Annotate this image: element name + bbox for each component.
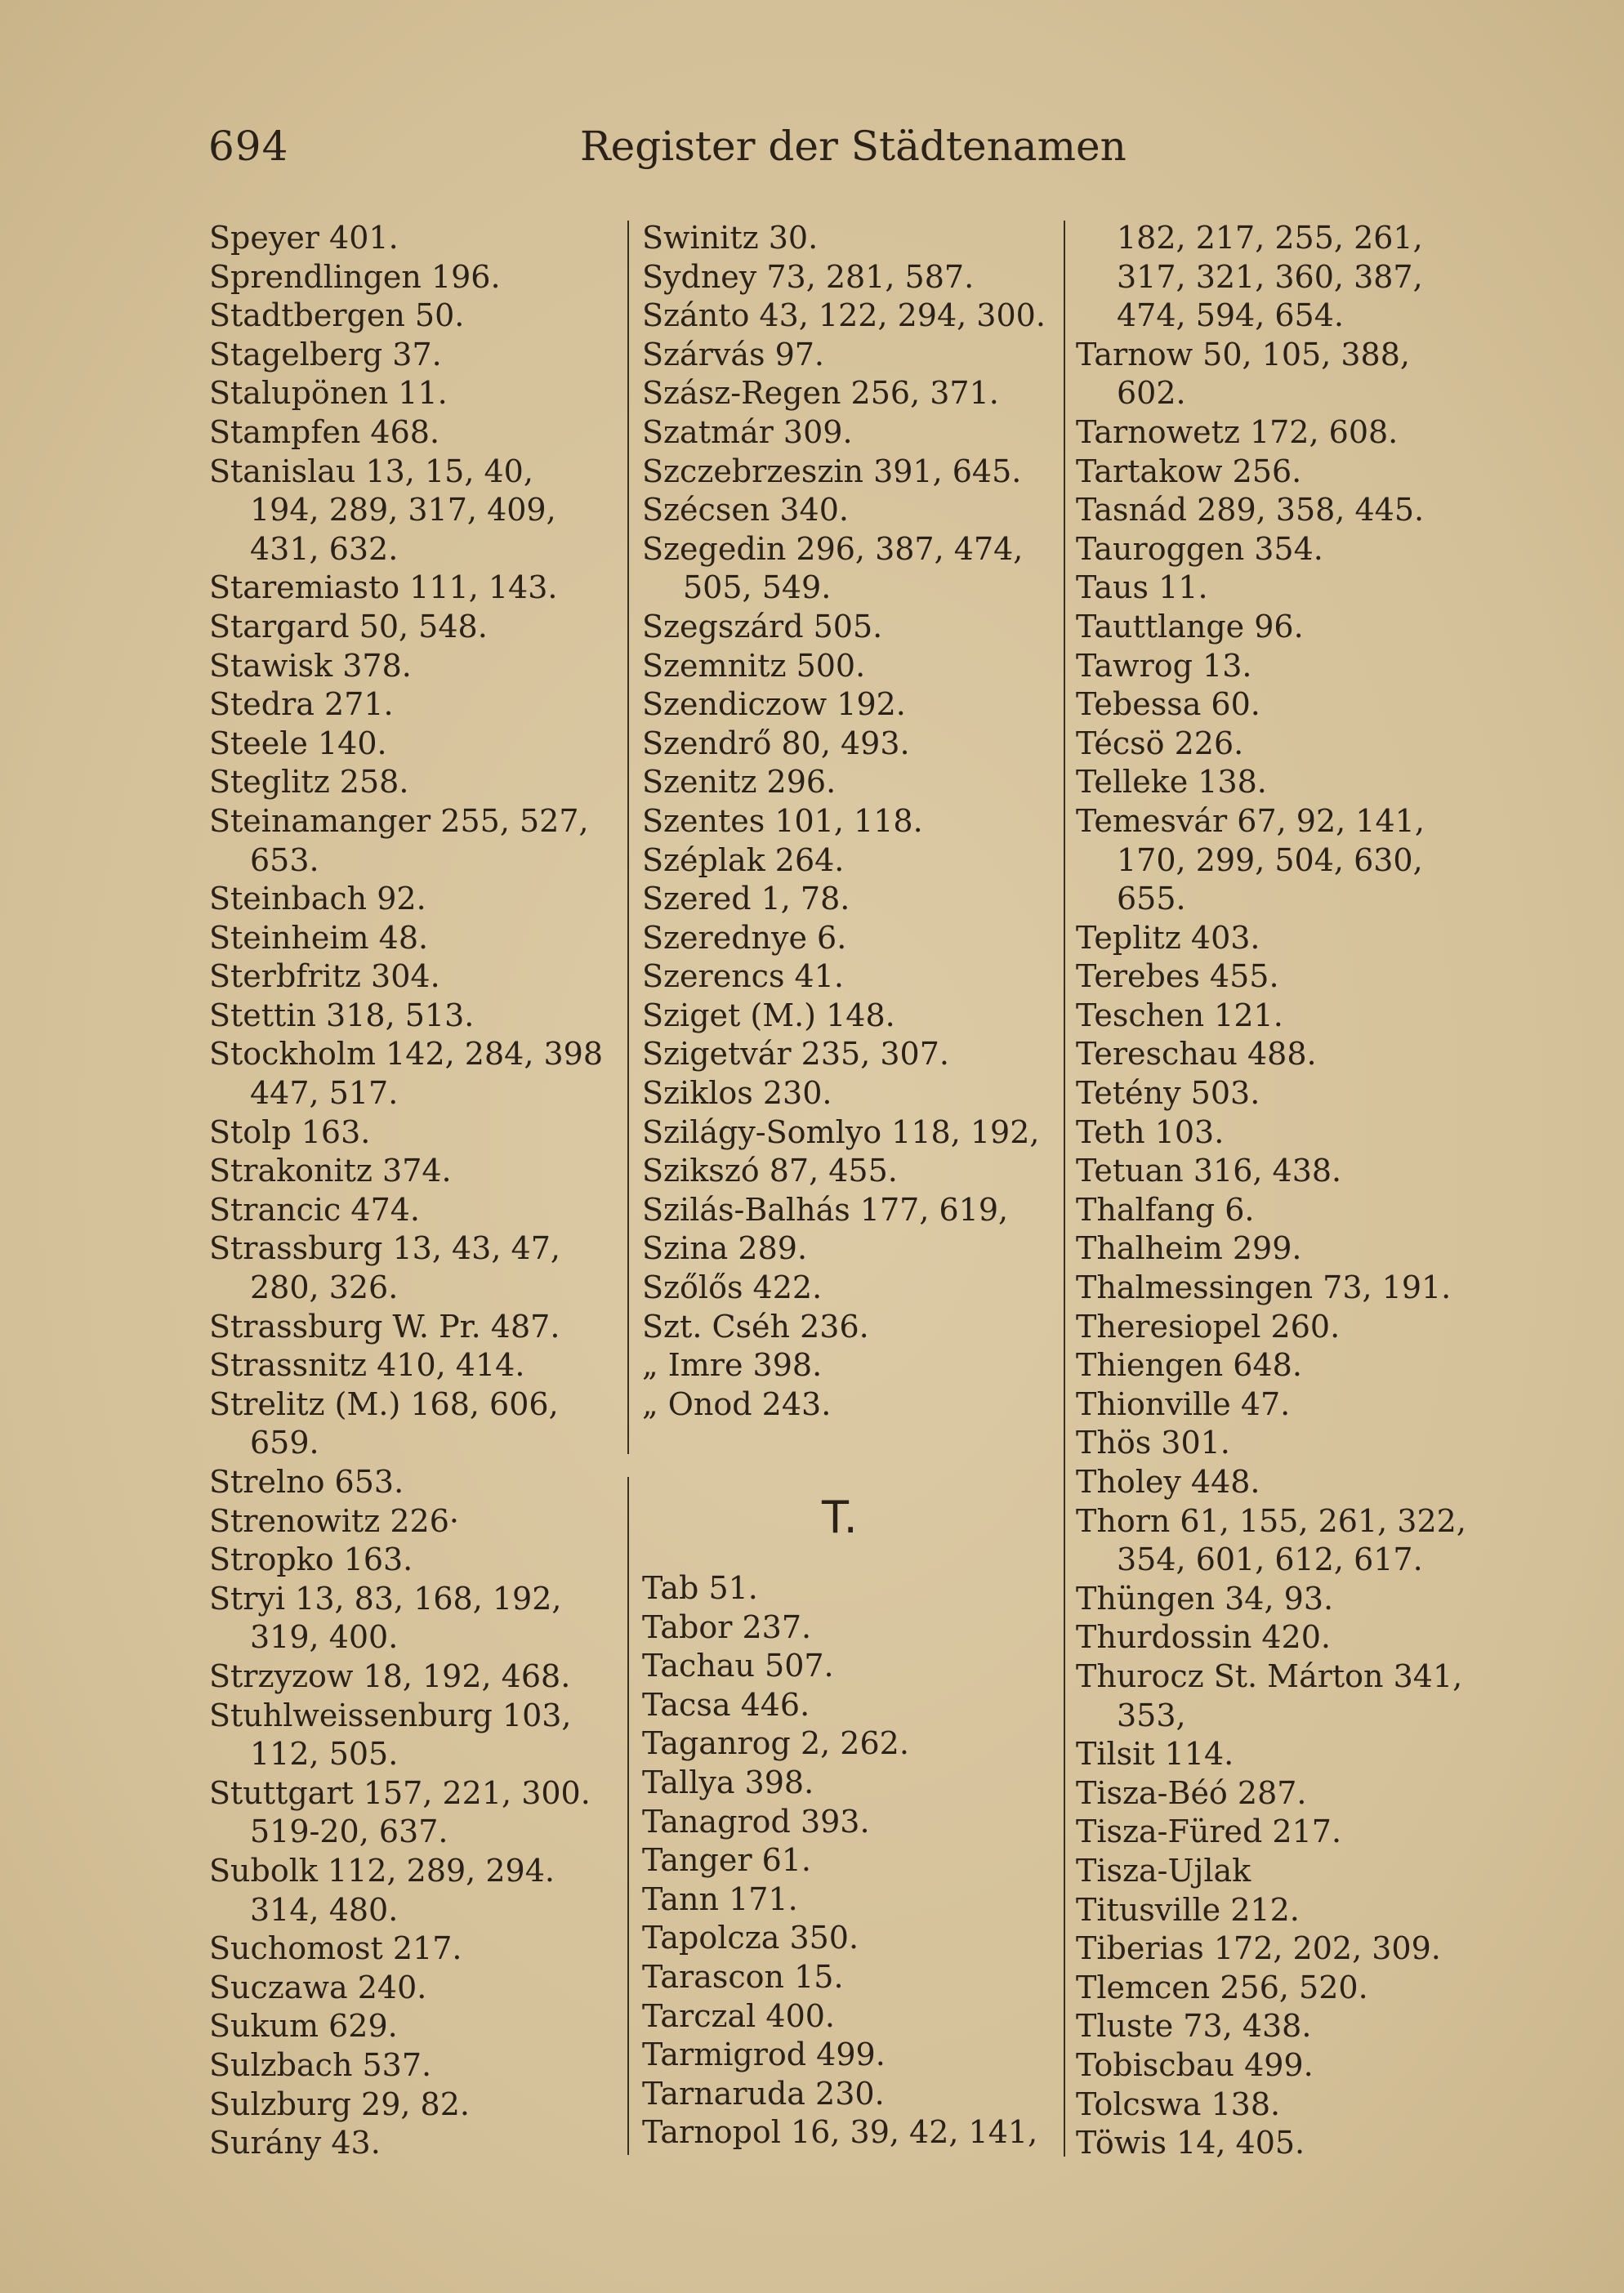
index-entry: Thionville 47. (1076, 1385, 1291, 1422)
index-entry: Strassburg 13, 43, 47, (209, 1230, 560, 1267)
index-entry: Szenitz 296. (642, 764, 837, 801)
index-entry: Thalheim 299. (1076, 1230, 1302, 1267)
index-entry: Subolk 112, 289, 294. (209, 1852, 555, 1889)
index-entry: Steele 140. (209, 725, 387, 761)
index-entry: 317, 321, 360, 387, (1117, 258, 1423, 295)
index-entry: Stuhlweissenburg 103, (209, 1697, 572, 1733)
index-entry: Tapolcza 350. (642, 1920, 859, 1956)
index-entry: Tisza-Füred 217. (1076, 1813, 1342, 1850)
index-entry: 182, 217, 255, 261, (1117, 220, 1423, 256)
index-entry: Stryi 13, 83, 168, 192, (209, 1580, 562, 1617)
index-entry: Szigetvár 235, 307. (642, 1036, 949, 1073)
index-entry: Steinheim 48. (209, 919, 429, 956)
index-entry: Theresiopel 260. (1076, 1308, 1341, 1345)
index-entry: Thurdossin 420. (1076, 1619, 1331, 1656)
index-entry: Szánto 43, 122, 294, 300. (642, 297, 1046, 334)
index-entry: Szerencs 41. (642, 958, 844, 995)
index-entry: Tanger 61. (642, 1842, 812, 1879)
index-entry: Tereschau 488. (1076, 1036, 1317, 1073)
index-entry: Strenowitz 226· (209, 1502, 459, 1539)
column-divider-1 (627, 221, 629, 1454)
index-entry: Steinbach 92. (209, 881, 426, 917)
page-header (0, 123, 1624, 188)
index-entry: Técsö 226. (1076, 725, 1244, 761)
index-entry: Tauroggen 354. (1076, 530, 1323, 567)
index-entry: Szentes 101, 118. (642, 802, 923, 839)
index-entry: Tarmigrod 499. (642, 2036, 886, 2073)
index-entry: Szered 1, 78. (642, 881, 850, 917)
index-entry: Teth 103. (1076, 1113, 1225, 1150)
index-entry: Tisza-Ujlak (1076, 1852, 1251, 1889)
index-entry: Sydney 73, 281, 587. (642, 258, 975, 295)
index-entry: Stolp 163. (209, 1113, 371, 1150)
section-letter: T. (822, 1492, 858, 1543)
index-entry: Stedra 271. (209, 686, 394, 723)
index-entry: Stettin 318, 513. (209, 997, 475, 1033)
index-entry: Stadtbergen 50. (209, 297, 465, 334)
index-entry: Temesvár 67, 92, 141, (1076, 802, 1425, 839)
index-entry: Suczawa 240. (209, 1969, 427, 2005)
index-entry: Szikszó 87, 455. (642, 1153, 898, 1189)
index-entry: Szczebrzeszin 391, 645. (642, 453, 1022, 489)
index-entry: Tlemcen 256, 520. (1076, 1969, 1368, 2005)
index-entry: Szőlős 422. (642, 1269, 823, 1306)
running-title: Register der Städtenamen (580, 123, 1127, 170)
index-entry: Tanagrod 393. (642, 1803, 870, 1840)
index-entry: Swinitz 30. (642, 220, 819, 256)
index-entry: Stockholm 142, 284, 398 (209, 1036, 604, 1073)
index-entry: 319, 400. (250, 1619, 399, 1656)
index-entry: Stampfen 468. (209, 413, 440, 450)
index-entry: Tartakow 256. (1076, 453, 1302, 489)
index-entry: Szatmár 309. (642, 413, 853, 450)
index-entry: Szilás-Balhás 177, 619, (642, 1191, 1009, 1228)
index-entry: Sterbfritz 304. (209, 958, 440, 995)
index-entry: 314, 480. (250, 1891, 399, 1928)
index-entry: „ Onod 243. (642, 1385, 832, 1422)
index-entry: Sulzburg 29, 82. (209, 2086, 470, 2122)
index-entry: Stawisk 378. (209, 647, 412, 684)
index-entry: Tetuan 316, 438. (1076, 1153, 1342, 1189)
index-entry: Tarnaruda 230. (642, 2075, 885, 2112)
index-entry: Stagelberg 37. (209, 336, 442, 373)
index-entry: Teplitz 403. (1076, 919, 1260, 956)
index-entry: Sprendlingen 196. (209, 258, 501, 295)
index-entry: Strelno 653. (209, 1464, 404, 1500)
index-entry: Strzyzow 18, 192, 468. (209, 1657, 571, 1694)
index-entry: Tabor 237. (642, 1608, 812, 1645)
index-entry: 170, 299, 504, 630, (1117, 841, 1423, 878)
index-entry: Thalmessingen 73, 191. (1076, 1269, 1452, 1306)
index-entry: Tauttlange 96. (1076, 608, 1304, 645)
index-entry: Tebessa 60. (1076, 686, 1260, 723)
index-entry: Suchomost 217. (209, 1930, 462, 1967)
page-number: 694 (208, 123, 289, 170)
index-entry: Tacsa 446. (642, 1686, 810, 1723)
index-entry: Tisza-Béó 287. (1076, 1774, 1307, 1811)
index-entry: Strakonitz 374. (209, 1153, 452, 1189)
index-entry: Tarascon 15. (642, 1958, 844, 1995)
index-entry: Speyer 401. (209, 220, 399, 256)
index-entry: Tetény 503. (1076, 1075, 1260, 1112)
index-entry: Strassburg W. Pr. 487. (209, 1308, 560, 1345)
index-entry: Thiengen 648. (1076, 1347, 1302, 1384)
index-column-2-tail (642, 1569, 1067, 2152)
index-entry: 354, 601, 612, 617. (1117, 1541, 1423, 1578)
index-entry: Tarczal 400. (642, 1997, 836, 2034)
index-entry: Strassnitz 410, 414. (209, 1347, 525, 1384)
index-entry: Thös 301. (1076, 1425, 1230, 1461)
index-entry: Töwis 14, 405. (1076, 2125, 1305, 2161)
index-entry: 112, 505. (250, 1736, 399, 1773)
index-entry: Tarnopol 16, 39, 42, 141, (642, 2114, 1038, 2151)
index-entry: Szendiczow 192. (642, 686, 906, 723)
index-entry: Sulzbach 537. (209, 2046, 432, 2083)
index-entry: 194, 289, 317, 409, (250, 492, 556, 529)
index-entry: Tobiscbau 499. (1076, 2046, 1314, 2083)
index-entry: 659. (250, 1425, 319, 1461)
index-entry: Tholey 448. (1076, 1464, 1260, 1500)
index-entry: Stargard 50, 548. (209, 608, 488, 645)
index-entry: Szárvás 97. (642, 336, 825, 373)
index-entry: 655. (1117, 881, 1186, 917)
index-entry: 602. (1117, 375, 1186, 412)
index-entry: Sukum 629. (209, 2008, 398, 2045)
index-entry: Terebes 455. (1076, 958, 1279, 995)
index-entry: Thalfang 6. (1076, 1191, 1255, 1228)
index-entry: Stuttgart 157, 221, 300. (209, 1774, 591, 1811)
index-column-2 (642, 219, 1067, 1424)
column-divider-1-lower (627, 1477, 629, 2155)
index-entry: Taus 11. (1076, 569, 1208, 606)
index-entry: Szendrő 80, 493. (642, 725, 910, 761)
index-entry: Széplak 264. (642, 841, 845, 878)
index-entry: Szász-Regen 256, 371. (642, 375, 999, 412)
index-entry: 474, 594, 654. (1117, 297, 1344, 334)
index-entry: Tiberias 172, 202, 309. (1076, 1930, 1441, 1967)
index-entry: Strancic 474. (209, 1191, 421, 1228)
index-entry: „ Imre 398. (642, 1347, 823, 1384)
index-entry: Tachau 507. (642, 1648, 834, 1684)
index-entry: Tawrog 13. (1076, 647, 1252, 684)
index-entry: Sziget (M.) 148. (642, 997, 895, 1033)
index-entry: 280, 326. (250, 1269, 399, 1306)
index-entry: Tallya 398. (642, 1764, 814, 1800)
index-entry: Taganrog 2, 262. (642, 1725, 909, 1762)
index-entry: Stalupönen 11. (209, 375, 448, 412)
index-entry: Tasnád 289, 358, 445. (1076, 492, 1425, 529)
index-entry: Staremiasto 111, 143. (209, 569, 558, 606)
index-entry: Stanislau 13, 15, 40, (209, 453, 533, 489)
index-entry: Szegedin 296, 387, 474, (642, 530, 1024, 567)
index-entry: Szt. Cséh 236. (642, 1308, 869, 1345)
index-entry: Steinamanger 255, 527, (209, 802, 589, 839)
index-entry: Thurocz St. Márton 341, (1076, 1657, 1463, 1694)
index-entry: Steglitz 258. (209, 764, 409, 801)
index-entry: Tab 51. (642, 1570, 758, 1606)
index-entry: Tarnow 50, 105, 388, (1076, 336, 1410, 373)
index-entry: Tann 171. (642, 1880, 798, 1917)
index-entry: 653. (250, 841, 319, 878)
index-entry: Telleke 138. (1076, 764, 1267, 801)
index-entry: Tarnowetz 172, 608. (1076, 413, 1399, 450)
index-entry: Teschen 121. (1076, 997, 1283, 1033)
index-entry: Szegszárd 505. (642, 608, 883, 645)
index-entry: Thüngen 34, 93. (1076, 1580, 1334, 1617)
index-entry: Tluste 73, 438. (1076, 2008, 1312, 2045)
index-entry: Szilágy-Somlyo 118, 192, (642, 1113, 1040, 1150)
index-entry: Sziklos 230. (642, 1075, 832, 1112)
index-entry: Titusville 212. (1076, 1891, 1300, 1928)
index-entry: Szerednye 6. (642, 919, 847, 956)
index-entry: Strelitz (M.) 168, 606, (209, 1385, 559, 1422)
index-entry: 431, 632. (250, 530, 399, 567)
index-entry: Szina 289. (642, 1230, 808, 1267)
index-entry: Tilsit 114. (1076, 1736, 1234, 1773)
index-entry: Szécsen 340. (642, 492, 849, 529)
index-column-1 (209, 219, 622, 2163)
index-entry: Stropko 163. (209, 1541, 413, 1578)
index-entry: Szemnitz 500. (642, 647, 866, 684)
index-entry: 447, 517. (250, 1075, 399, 1112)
index-entry: Surány 43. (209, 2125, 381, 2161)
index-entry: Thorn 61, 155, 261, 322, (1076, 1502, 1466, 1539)
index-entry: 353, (1117, 1697, 1186, 1733)
index-entry: 505, 549. (683, 569, 832, 606)
index-column-3 (1076, 219, 1501, 2163)
index-entry: Tolcswa 138. (1076, 2086, 1281, 2122)
index-entry: 519-20, 637. (250, 1813, 448, 1850)
